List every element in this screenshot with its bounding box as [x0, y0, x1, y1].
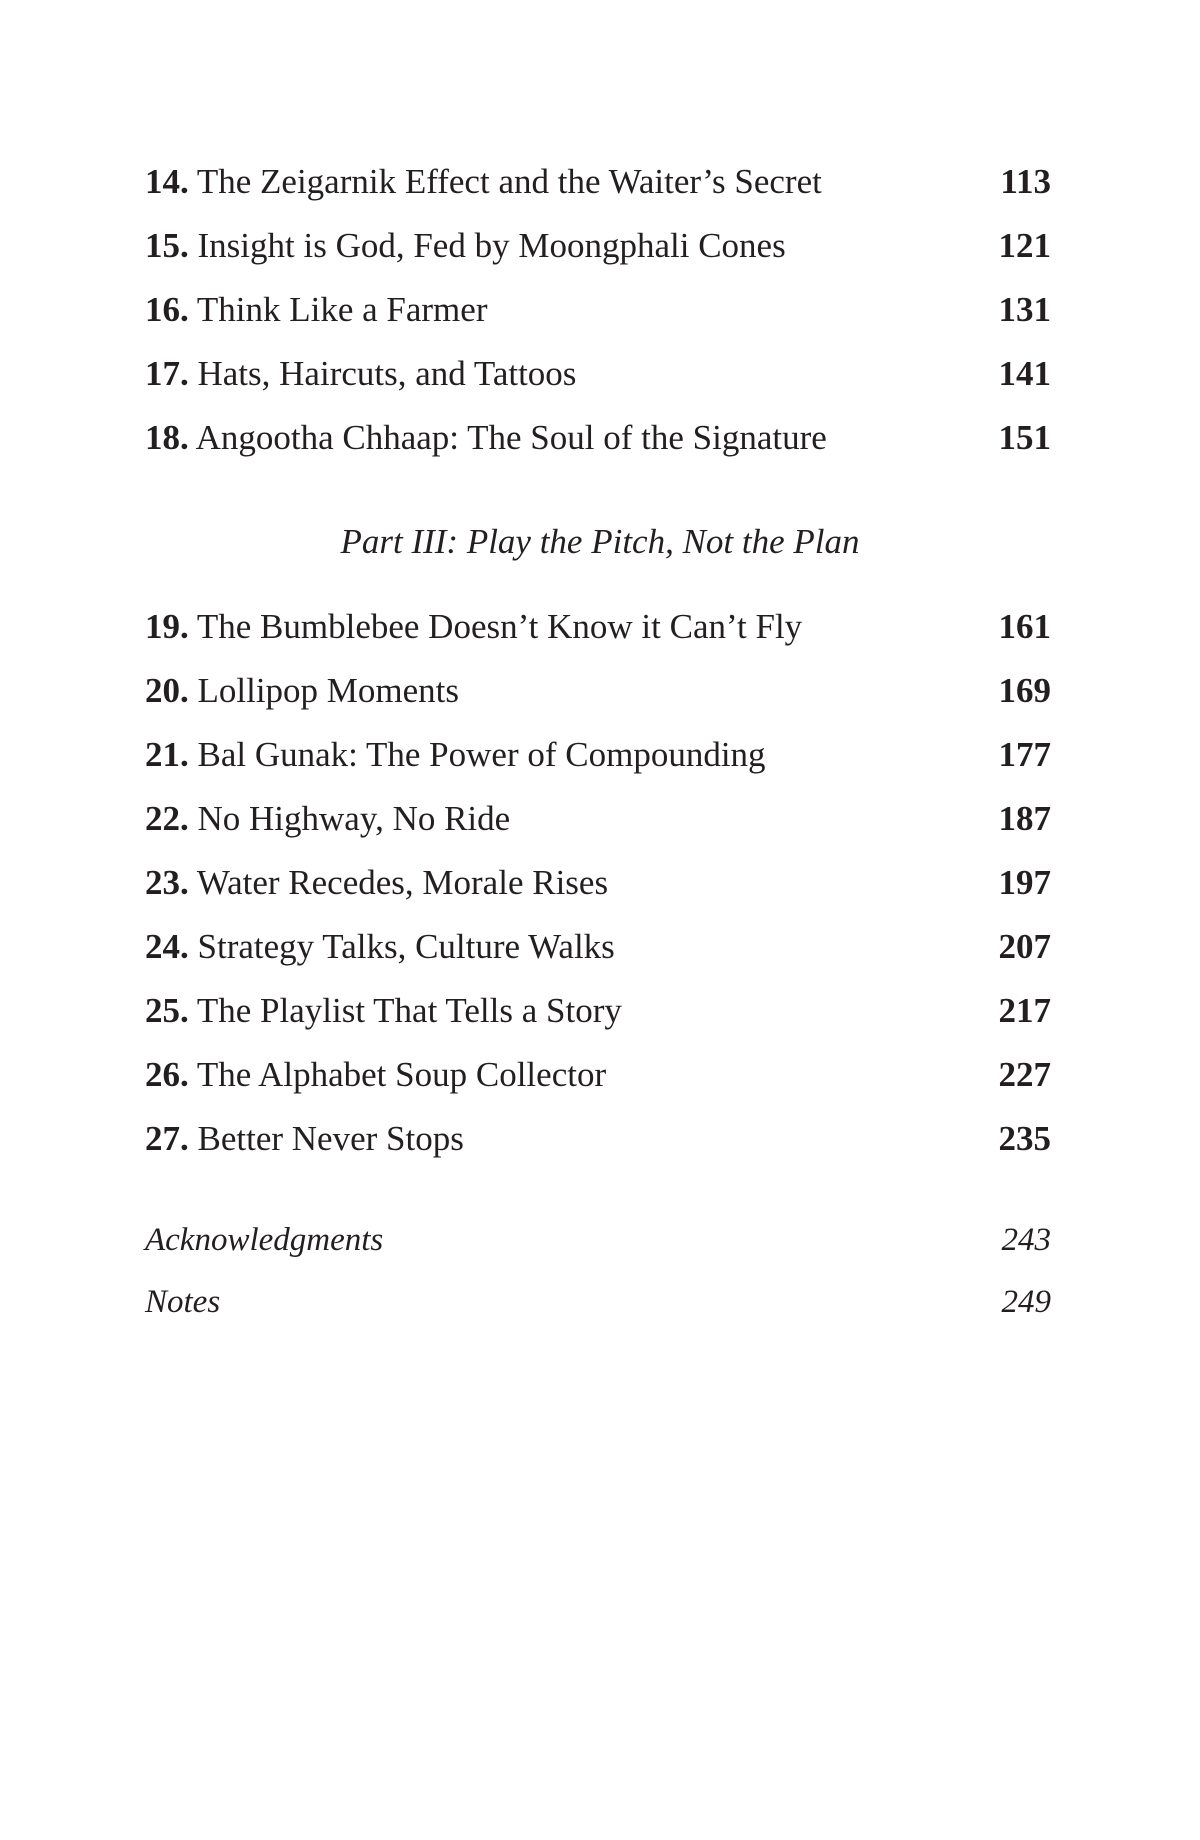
back-matter-title: Acknowledgments	[145, 1222, 384, 1258]
chapter-title: Insight is God, Fed by Moongphali Cones	[197, 226, 786, 265]
chapter-title: Lollipop Moments	[197, 671, 460, 710]
chapter-title: Hats, Haircuts, and Tattoos	[197, 354, 577, 393]
chapter-number: 22.	[145, 799, 189, 838]
back-matter-page-number: 243	[1001, 1222, 1051, 1258]
chapter-page-number: 121	[998, 226, 1051, 265]
chapter-number: 17.	[145, 354, 189, 393]
toc-entry	[145, 214, 1051, 278]
chapter-page-number: 141	[998, 354, 1051, 393]
toc-back-matter	[145, 1209, 1051, 1333]
toc-entry	[145, 406, 1051, 470]
chapter-page-number: 131	[998, 290, 1051, 329]
toc-entry	[145, 659, 1051, 723]
chapter-page-number: 197	[998, 863, 1051, 902]
chapter-number: 18.	[145, 418, 189, 457]
chapter-title: Bal Gunak: The Power of Compounding	[197, 735, 766, 774]
toc-entry-acknowledgments	[145, 1209, 1051, 1271]
chapter-number: 26.	[145, 1055, 189, 1094]
chapter-title: Better Never Stops	[197, 1119, 464, 1158]
chapter-number: 20.	[145, 671, 189, 710]
toc-section-part-ii-end	[145, 150, 1051, 470]
chapter-page-number: 161	[998, 607, 1051, 646]
chapter-title: The Alphabet Soup Collector	[196, 1055, 607, 1094]
toc-entry	[145, 787, 1051, 851]
chapter-number: 15.	[145, 226, 189, 265]
chapter-title: Strategy Talks, Culture Walks	[197, 927, 615, 966]
toc-entry	[145, 1043, 1051, 1107]
chapter-title: The Bumblebee Doesn’t Know it Can’t Fly	[196, 607, 803, 646]
toc-entry	[145, 915, 1051, 979]
toc-entry	[145, 851, 1051, 915]
chapter-number: 27.	[145, 1119, 189, 1158]
chapter-page-number: 113	[1000, 162, 1051, 201]
chapter-title: Water Recedes, Morale Rises	[196, 863, 609, 902]
chapter-title: The Zeigarnik Effect and the Waiter’s Secret	[196, 162, 822, 201]
back-matter-title: Notes	[145, 1284, 221, 1320]
toc-entry	[145, 150, 1051, 214]
toc-entry	[145, 342, 1051, 406]
chapter-page-number: 169	[998, 671, 1051, 710]
chapter-title: The Playlist That Tells a Story	[196, 991, 622, 1030]
back-matter-page-number: 249	[1001, 1284, 1051, 1320]
chapter-number: 19.	[145, 607, 189, 646]
chapter-number: 16.	[145, 290, 189, 329]
toc-entry	[145, 595, 1051, 659]
chapter-page-number: 235	[998, 1119, 1051, 1158]
chapter-number: 23.	[145, 863, 189, 902]
chapter-page-number: 187	[998, 799, 1051, 838]
chapter-title: No Highway, No Ride	[197, 799, 511, 838]
toc-entry	[145, 1107, 1051, 1171]
toc-entry	[145, 979, 1051, 1043]
chapter-title: Think Like a Farmer	[196, 290, 488, 329]
chapter-number: 21.	[145, 735, 189, 774]
toc-entry-notes	[145, 1271, 1051, 1333]
chapter-number: 24.	[145, 927, 189, 966]
toc-entry	[145, 723, 1051, 787]
part-heading: Part III: Play the Pitch, Not the Plan	[340, 522, 860, 561]
chapter-page-number: 151	[998, 418, 1051, 457]
chapter-title: Angootha Chhaap: The Soul of the Signature	[195, 418, 827, 457]
toc-entry	[145, 278, 1051, 342]
chapter-page-number: 217	[998, 991, 1051, 1030]
chapter-page-number: 177	[998, 735, 1051, 774]
chapter-page-number: 207	[998, 927, 1051, 966]
chapter-number: 25.	[145, 991, 189, 1030]
chapter-page-number: 227	[998, 1055, 1051, 1094]
chapter-number: 14.	[145, 162, 189, 201]
toc-section-part-iii	[145, 595, 1051, 1171]
